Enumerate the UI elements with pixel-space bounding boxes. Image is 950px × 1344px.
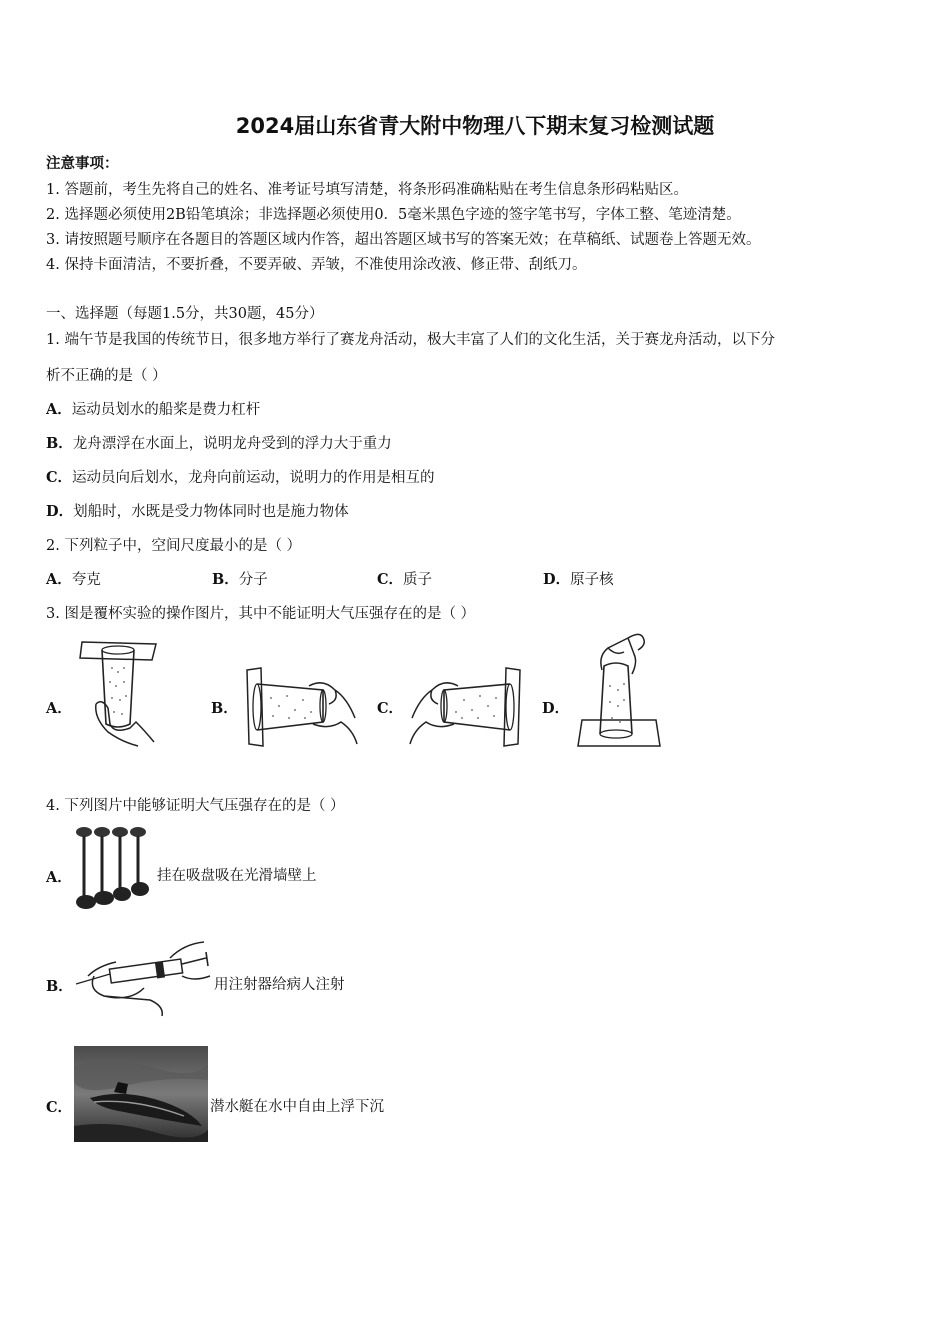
q1-option-d — [46, 500, 349, 521]
section-heading: 一、选择题（每题1.5分，共30题，45分） — [46, 306, 324, 322]
q4-option-text-c: 潜水艇在水中自由上浮下沉 — [210, 1099, 384, 1115]
q1-stem-line2: 析不正确的是（ ） — [46, 368, 167, 384]
option-label: C． — [377, 571, 404, 588]
option-label: A． — [46, 401, 72, 418]
q1-option-b — [46, 432, 392, 453]
option-label: B． — [212, 571, 239, 588]
q4-option-text-a: 挂在吸盘吸在光滑墙壁上 — [157, 868, 317, 884]
page-title: 2024届山东省青大附中物理八下期末复习检测试题 — [235, 114, 715, 138]
option-text: 夸克 — [71, 572, 101, 588]
q2-stem: 2. 下列粒子中，空间尺度最小的是（ ） — [46, 538, 302, 554]
notice-heading: 注意事项： — [46, 155, 119, 172]
option-label: D． — [46, 503, 74, 520]
notice-item-4: 4. 保持卡面清洁，不要折叠，不要弄破、弄皱，不准使用涂改液、修正带、刮纸刀。 — [46, 257, 587, 273]
option-text: 分子 — [238, 572, 268, 588]
q2-option-b — [212, 568, 268, 589]
sideways-glass-facing-left-icon — [408, 664, 524, 748]
q4-option-label-c: C． — [46, 1099, 73, 1116]
notice-item-3: 3. 请按照题号顺序在各题目的答题区域内作答，超出答题区域书写的答案无效；在草稿纸、试题卷上答题无效。 — [46, 232, 761, 248]
option-text: 运动员向后划水，龙舟向前运动，说明力的作用是相互的 — [72, 470, 435, 486]
upright-glass-with-card-icon — [78, 638, 160, 750]
q4-option-label-a: A． — [46, 869, 72, 886]
syringe-injection-icon — [74, 936, 212, 1020]
q3-stem: 3. 图是覆杯实验的操作图片，其中不能证明大气压强存在的是（ ） — [46, 606, 476, 622]
option-label: A． — [46, 571, 72, 588]
option-text: 运动员划水的船桨是费力杠杆 — [71, 402, 261, 418]
q1-option-c — [46, 466, 435, 487]
option-text: 划船时，水既是受力物体同时也是施力物体 — [73, 504, 349, 520]
inverted-glass-on-card-icon — [576, 630, 662, 750]
option-text: 质子 — [403, 572, 433, 588]
q4-stem: 4. 下列图片中能够证明大气压强存在的是（ ） — [46, 798, 345, 814]
notice-item-1: 1. 答题前，考生先将自己的姓名、准考证号填写清楚，将条形码准确粘贴在考生信息条形码粘贴区。 — [46, 182, 688, 198]
option-label: D． — [543, 571, 571, 588]
option-label: C． — [46, 469, 73, 486]
q4-option-label-b: B． — [46, 978, 73, 995]
suction-hooks-icon — [74, 826, 154, 912]
q2-option-a — [46, 568, 101, 589]
option-label: B． — [46, 435, 73, 452]
q3-figure-label-c: C． — [377, 700, 404, 717]
q3-figure-label-d: D． — [542, 700, 570, 717]
q2-option-d — [543, 568, 614, 589]
q3-figure-label-b: B． — [211, 700, 238, 717]
submarine-photo-icon — [74, 1046, 208, 1142]
q4-option-text-b: 用注射器给病人注射 — [214, 977, 345, 993]
q1-option-a — [46, 398, 260, 419]
option-text: 龙舟漂浮在水面上，说明龙舟受到的浮力大于重力 — [72, 436, 392, 452]
notice-item-2: 2. 选择题必须使用2B铅笔填涂；非选择题必须使用0．5毫米黑色字迹的签字笔书写，字体工整、笔迹清楚。 — [46, 207, 741, 223]
sideways-glass-facing-right-icon — [243, 664, 359, 748]
q2-option-c — [377, 568, 432, 589]
option-text: 原子核 — [570, 572, 614, 588]
q1-stem-line1: 1. 端午节是我国的传统节日，很多地方举行了赛龙舟活动，极大丰富了人们的文化生活，关于赛龙舟活动，以下分 — [46, 332, 775, 348]
q3-figure-label-a: A． — [46, 700, 72, 717]
